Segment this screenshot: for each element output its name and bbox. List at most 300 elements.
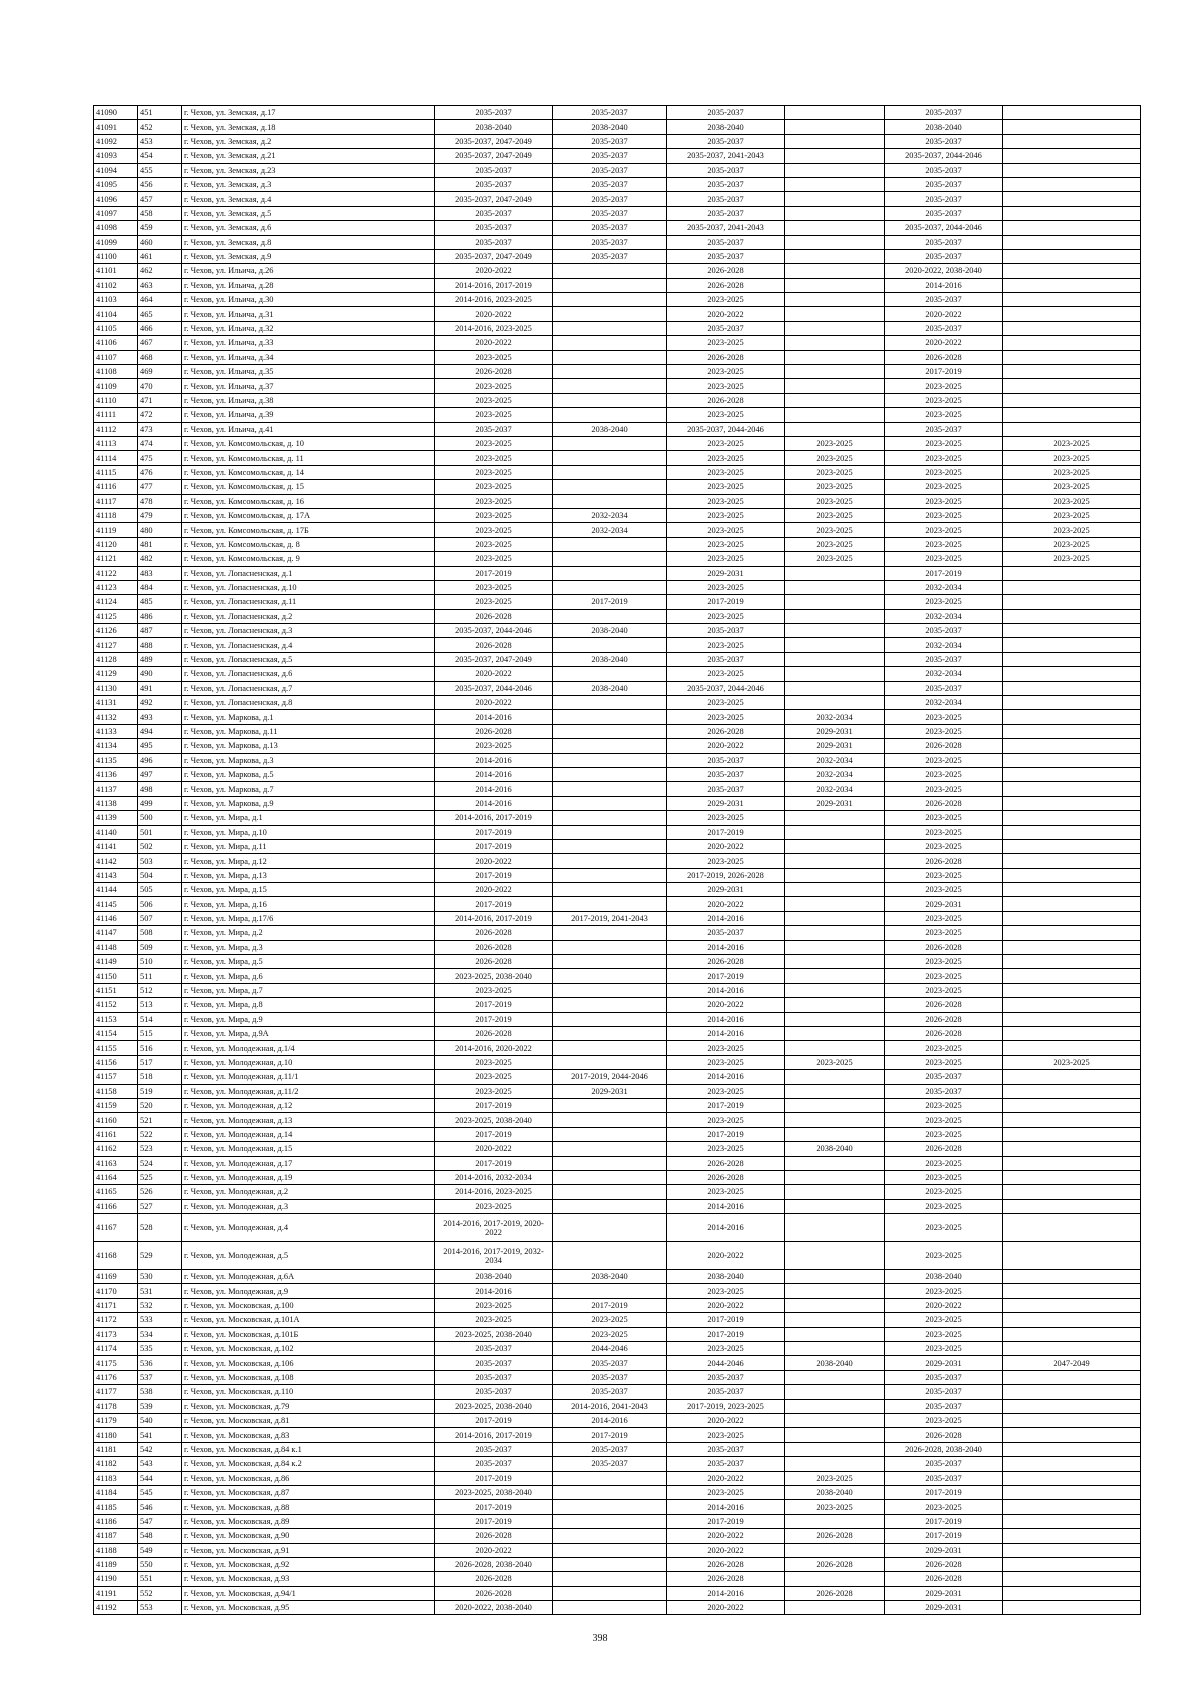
period-cell-1: 2023-2025 bbox=[435, 1313, 553, 1327]
period-cell-3: 2020-2022 bbox=[667, 1601, 785, 1615]
period-cell-2: 2038-2040 bbox=[553, 422, 667, 436]
period-cell-2: 2017-2019, 2041-2043 bbox=[553, 911, 667, 925]
period-cell-3: 2035-2037 bbox=[667, 177, 785, 191]
row-id-cell: 41178 bbox=[94, 1399, 138, 1413]
period-cell-6 bbox=[1003, 1084, 1141, 1098]
period-cell-6 bbox=[1003, 1500, 1141, 1514]
address-cell: г. Чехов, ул. Молодежная, д.19 bbox=[182, 1170, 435, 1184]
period-cell-3: 2029-2031 bbox=[667, 883, 785, 897]
period-cell-4 bbox=[785, 106, 885, 120]
period-cell-6 bbox=[1003, 811, 1141, 825]
row-id-cell: 41098 bbox=[94, 221, 138, 235]
table-row bbox=[94, 508, 1141, 522]
address-cell: г. Чехов, ул. Земская, д.2 bbox=[182, 134, 435, 148]
period-cell-6 bbox=[1003, 249, 1141, 263]
period-cell-4: 2029-2031 bbox=[785, 796, 885, 810]
row-num-cell: 455 bbox=[138, 163, 182, 177]
row-id-cell: 41183 bbox=[94, 1471, 138, 1485]
period-cell-1: 2023-2025 bbox=[435, 379, 553, 393]
period-cell-2: 2035-2037 bbox=[553, 235, 667, 249]
address-cell: г. Чехов, ул. Молодежная, д.6А bbox=[182, 1270, 435, 1284]
row-num-cell: 545 bbox=[138, 1485, 182, 1499]
table-row bbox=[94, 149, 1141, 163]
period-cell-2 bbox=[553, 465, 667, 479]
period-cell-5: 2029-2031 bbox=[885, 1356, 1003, 1370]
period-cell-4: 2038-2040 bbox=[785, 1356, 885, 1370]
period-cell-6 bbox=[1003, 969, 1141, 983]
row-num-cell: 475 bbox=[138, 451, 182, 465]
period-cell-1: 2035-2037 bbox=[435, 1342, 553, 1356]
table-row bbox=[94, 710, 1141, 724]
address-cell: г. Чехов, ул. Московская, д.83 bbox=[182, 1428, 435, 1442]
address-cell: г. Чехов, ул. Мира, д.17/6 bbox=[182, 911, 435, 925]
row-id-cell: 41190 bbox=[94, 1572, 138, 1586]
period-cell-4 bbox=[785, 1399, 885, 1413]
row-num-cell: 458 bbox=[138, 206, 182, 220]
row-id-cell: 41128 bbox=[94, 652, 138, 666]
period-cell-6 bbox=[1003, 1242, 1141, 1270]
period-cell-3: 2023-2025 bbox=[667, 1284, 785, 1298]
row-id-cell: 41106 bbox=[94, 336, 138, 350]
period-cell-4 bbox=[785, 1098, 885, 1112]
row-num-cell: 505 bbox=[138, 883, 182, 897]
period-cell-1: 2026-2028, 2038-2040 bbox=[435, 1557, 553, 1571]
period-cell-3: 2023-2025 bbox=[667, 436, 785, 450]
period-cell-4: 2023-2025 bbox=[785, 480, 885, 494]
row-num-cell: 510 bbox=[138, 955, 182, 969]
row-id-cell: 41185 bbox=[94, 1500, 138, 1514]
period-cell-5: 2026-2028 bbox=[885, 998, 1003, 1012]
period-cell-1: 2023-2025, 2038-2040 bbox=[435, 1399, 553, 1413]
period-cell-6 bbox=[1003, 1385, 1141, 1399]
period-cell-4 bbox=[785, 667, 885, 681]
period-cell-4 bbox=[785, 1012, 885, 1026]
address-cell: г. Чехов, ул. Комсомольская, д. 14 bbox=[182, 465, 435, 479]
period-cell-3: 2017-2019 bbox=[667, 1327, 785, 1341]
period-cell-4 bbox=[785, 249, 885, 263]
period-cell-2: 2038-2040 bbox=[553, 652, 667, 666]
period-cell-6 bbox=[1003, 1586, 1141, 1600]
period-cell-2 bbox=[553, 1055, 667, 1069]
period-cell-5: 2035-2037 bbox=[885, 681, 1003, 695]
table-row bbox=[94, 1457, 1141, 1471]
period-cell-1: 2026-2028 bbox=[435, 1027, 553, 1041]
address-cell: г. Чехов, ул. Маркова, д.9 bbox=[182, 796, 435, 810]
period-cell-4 bbox=[785, 1428, 885, 1442]
period-cell-3: 2023-2025 bbox=[667, 552, 785, 566]
table-row bbox=[94, 624, 1141, 638]
period-cell-6 bbox=[1003, 1442, 1141, 1456]
period-cell-2: 2023-2025 bbox=[553, 1313, 667, 1327]
period-cell-1: 2017-2019 bbox=[435, 1413, 553, 1427]
row-id-cell: 41171 bbox=[94, 1298, 138, 1312]
period-cell-4: 2026-2028 bbox=[785, 1529, 885, 1543]
address-cell: г. Чехов, ул. Комсомольская, д. 17Б bbox=[182, 523, 435, 537]
period-cell-1: 2017-2019 bbox=[435, 998, 553, 1012]
table-row bbox=[94, 1500, 1141, 1514]
period-cell-2 bbox=[553, 566, 667, 580]
period-cell-6: 2023-2025 bbox=[1003, 523, 1141, 537]
period-cell-6 bbox=[1003, 1543, 1141, 1557]
row-id-cell: 41174 bbox=[94, 1342, 138, 1356]
period-cell-1: 2014-2016, 2017-2019, 2032-2034 bbox=[435, 1242, 553, 1270]
table-row bbox=[94, 1342, 1141, 1356]
period-cell-3: 2029-2031 bbox=[667, 566, 785, 580]
table-row bbox=[94, 307, 1141, 321]
period-cell-2: 2014-2016 bbox=[553, 1413, 667, 1427]
table-row bbox=[94, 1313, 1141, 1327]
address-cell: г. Чехов, ул. Маркова, д.13 bbox=[182, 739, 435, 753]
period-cell-4 bbox=[785, 595, 885, 609]
table-row bbox=[94, 321, 1141, 335]
period-cell-4 bbox=[785, 1284, 885, 1298]
period-cell-3: 2035-2037 bbox=[667, 321, 785, 335]
period-cell-5: 2023-2025 bbox=[885, 1413, 1003, 1427]
row-num-cell: 533 bbox=[138, 1313, 182, 1327]
row-id-cell: 41175 bbox=[94, 1356, 138, 1370]
address-cell: г. Чехов, ул. Мира, д.13 bbox=[182, 868, 435, 882]
row-num-cell: 528 bbox=[138, 1214, 182, 1242]
period-cell-2: 2014-2016, 2041-2043 bbox=[553, 1399, 667, 1413]
period-cell-6 bbox=[1003, 1113, 1141, 1127]
period-cell-2: 2035-2037 bbox=[553, 221, 667, 235]
period-cell-4 bbox=[785, 336, 885, 350]
period-cell-6 bbox=[1003, 307, 1141, 321]
period-cell-4 bbox=[785, 839, 885, 853]
address-cell: г. Чехов, ул. Мира, д.16 bbox=[182, 897, 435, 911]
period-cell-4 bbox=[785, 696, 885, 710]
row-id-cell: 41157 bbox=[94, 1070, 138, 1084]
period-cell-4 bbox=[785, 408, 885, 422]
address-cell: г. Чехов, ул. Ильича, д.31 bbox=[182, 307, 435, 321]
period-cell-1: 2035-2037 bbox=[435, 1370, 553, 1384]
period-cell-5: 2035-2037 bbox=[885, 134, 1003, 148]
table-row bbox=[94, 854, 1141, 868]
row-num-cell: 540 bbox=[138, 1413, 182, 1427]
table-row bbox=[94, 667, 1141, 681]
period-cell-3: 2035-2037 bbox=[667, 926, 785, 940]
period-cell-3: 2017-2019, 2026-2028 bbox=[667, 868, 785, 882]
row-id-cell: 41103 bbox=[94, 293, 138, 307]
period-cell-6 bbox=[1003, 681, 1141, 695]
period-cell-1: 2020-2022 bbox=[435, 264, 553, 278]
period-cell-1: 2035-2037, 2047-2049 bbox=[435, 192, 553, 206]
row-num-cell: 457 bbox=[138, 192, 182, 206]
period-cell-1: 2014-2016 bbox=[435, 710, 553, 724]
period-cell-5: 2023-2025 bbox=[885, 451, 1003, 465]
row-num-cell: 499 bbox=[138, 796, 182, 810]
table-row bbox=[94, 1270, 1141, 1284]
row-id-cell: 41140 bbox=[94, 825, 138, 839]
table-row bbox=[94, 393, 1141, 407]
table-row bbox=[94, 436, 1141, 450]
address-cell: г. Чехов, ул. Земская, д.21 bbox=[182, 149, 435, 163]
period-cell-1: 2023-2025 bbox=[435, 1199, 553, 1213]
period-cell-6 bbox=[1003, 638, 1141, 652]
row-id-cell: 41127 bbox=[94, 638, 138, 652]
period-cell-3: 2023-2025 bbox=[667, 537, 785, 551]
table-row bbox=[94, 926, 1141, 940]
period-cell-2 bbox=[553, 926, 667, 940]
address-cell: г. Чехов, ул. Комсомольская, д. 17А bbox=[182, 508, 435, 522]
table-row bbox=[94, 1098, 1141, 1112]
period-cell-1: 2035-2037 bbox=[435, 235, 553, 249]
row-num-cell: 525 bbox=[138, 1170, 182, 1184]
period-cell-5: 2023-2025 bbox=[885, 379, 1003, 393]
table-row bbox=[94, 1601, 1141, 1615]
period-cell-4 bbox=[785, 1041, 885, 1055]
period-cell-4 bbox=[785, 422, 885, 436]
table-row bbox=[94, 696, 1141, 710]
period-cell-2 bbox=[553, 580, 667, 594]
row-num-cell: 551 bbox=[138, 1572, 182, 1586]
period-cell-2 bbox=[553, 408, 667, 422]
address-cell: г. Чехов, ул. Ильича, д.35 bbox=[182, 365, 435, 379]
period-cell-5: 2035-2037 bbox=[885, 206, 1003, 220]
table-row bbox=[94, 1156, 1141, 1170]
period-cell-3: 2035-2037 bbox=[667, 782, 785, 796]
period-cell-5: 2023-2025 bbox=[885, 1041, 1003, 1055]
period-cell-4: 2029-2031 bbox=[785, 739, 885, 753]
period-cell-6 bbox=[1003, 983, 1141, 997]
period-cell-1: 2023-2025 bbox=[435, 408, 553, 422]
row-num-cell: 538 bbox=[138, 1385, 182, 1399]
table-row bbox=[94, 868, 1141, 882]
row-id-cell: 41141 bbox=[94, 839, 138, 853]
period-cell-3: 2026-2028 bbox=[667, 1572, 785, 1586]
period-cell-5: 2017-2019 bbox=[885, 365, 1003, 379]
row-id-cell: 41154 bbox=[94, 1027, 138, 1041]
period-cell-3: 2035-2037 bbox=[667, 624, 785, 638]
period-cell-6 bbox=[1003, 1370, 1141, 1384]
row-num-cell: 547 bbox=[138, 1514, 182, 1528]
period-cell-4 bbox=[785, 1543, 885, 1557]
address-cell: г. Чехов, ул. Молодежная, д.5 bbox=[182, 1242, 435, 1270]
period-cell-5: 2023-2025 bbox=[885, 1055, 1003, 1069]
period-cell-4 bbox=[785, 681, 885, 695]
period-cell-5: 2026-2028 bbox=[885, 1572, 1003, 1586]
period-cell-4 bbox=[785, 264, 885, 278]
row-id-cell: 41092 bbox=[94, 134, 138, 148]
table-row bbox=[94, 796, 1141, 810]
period-cell-1: 2023-2025 bbox=[435, 393, 553, 407]
row-num-cell: 529 bbox=[138, 1242, 182, 1270]
period-cell-4 bbox=[785, 293, 885, 307]
address-cell: г. Чехов, ул. Лопасненская, д.5 bbox=[182, 652, 435, 666]
period-cell-4 bbox=[785, 609, 885, 623]
row-num-cell: 479 bbox=[138, 508, 182, 522]
row-id-cell: 41146 bbox=[94, 911, 138, 925]
period-cell-6 bbox=[1003, 278, 1141, 292]
period-cell-2 bbox=[553, 638, 667, 652]
address-cell: г. Чехов, ул. Комсомольская, д. 16 bbox=[182, 494, 435, 508]
row-num-cell: 521 bbox=[138, 1113, 182, 1127]
address-cell: г. Чехов, ул. Маркова, д.7 bbox=[182, 782, 435, 796]
period-cell-2 bbox=[553, 1170, 667, 1184]
table-row bbox=[94, 998, 1141, 1012]
row-id-cell: 41102 bbox=[94, 278, 138, 292]
period-cell-3: 2017-2019 bbox=[667, 1127, 785, 1141]
period-cell-6 bbox=[1003, 1601, 1141, 1615]
period-cell-3: 2035-2037 bbox=[667, 767, 785, 781]
period-cell-3: 2017-2019 bbox=[667, 1313, 785, 1327]
period-cell-5: 2029-2031 bbox=[885, 1586, 1003, 1600]
period-cell-5: 2038-2040 bbox=[885, 1270, 1003, 1284]
period-cell-5: 2020-2022 bbox=[885, 1298, 1003, 1312]
period-cell-6 bbox=[1003, 652, 1141, 666]
period-cell-4 bbox=[785, 1442, 885, 1456]
period-cell-1: 2035-2037 bbox=[435, 221, 553, 235]
period-cell-4: 2026-2028 bbox=[785, 1586, 885, 1600]
period-cell-4: 2038-2040 bbox=[785, 1142, 885, 1156]
period-cell-2 bbox=[553, 264, 667, 278]
period-cell-4 bbox=[785, 1027, 885, 1041]
period-cell-6 bbox=[1003, 940, 1141, 954]
address-cell: г. Чехов, ул. Мира, д.10 bbox=[182, 825, 435, 839]
period-cell-1: 2014-2016, 2020-2022 bbox=[435, 1041, 553, 1055]
period-cell-5: 2023-2025 bbox=[885, 595, 1003, 609]
row-num-cell: 512 bbox=[138, 983, 182, 997]
address-cell: г. Чехов, ул. Молодежная, д.1/4 bbox=[182, 1041, 435, 1055]
table-row bbox=[94, 1543, 1141, 1557]
table-row bbox=[94, 1012, 1141, 1026]
row-id-cell: 41168 bbox=[94, 1242, 138, 1270]
period-cell-1: 2023-2025 bbox=[435, 739, 553, 753]
period-cell-4 bbox=[785, 1113, 885, 1127]
address-cell: г. Чехов, ул. Мира, д.3 bbox=[182, 940, 435, 954]
period-cell-3: 2020-2022 bbox=[667, 1529, 785, 1543]
period-cell-6 bbox=[1003, 192, 1141, 206]
period-cell-1: 2017-2019 bbox=[435, 1127, 553, 1141]
period-cell-4 bbox=[785, 1185, 885, 1199]
period-cell-5: 2023-2025 bbox=[885, 1098, 1003, 1112]
row-id-cell: 41144 bbox=[94, 883, 138, 897]
period-cell-1: 2017-2019 bbox=[435, 868, 553, 882]
row-num-cell: 502 bbox=[138, 839, 182, 853]
row-id-cell: 41143 bbox=[94, 868, 138, 882]
address-cell: г. Чехов, ул. Лопасненская, д.1 bbox=[182, 566, 435, 580]
table-row bbox=[94, 652, 1141, 666]
period-cell-3: 2023-2025 bbox=[667, 696, 785, 710]
period-cell-1: 2023-2025 bbox=[435, 494, 553, 508]
period-cell-1: 2035-2037 bbox=[435, 106, 553, 120]
period-cell-6 bbox=[1003, 1327, 1141, 1341]
period-cell-5: 2035-2037 bbox=[885, 192, 1003, 206]
table-row bbox=[94, 1041, 1141, 1055]
period-cell-4 bbox=[785, 1199, 885, 1213]
period-cell-1: 2020-2022 bbox=[435, 696, 553, 710]
period-cell-4 bbox=[785, 1170, 885, 1184]
row-id-cell: 41169 bbox=[94, 1270, 138, 1284]
period-cell-3: 2020-2022 bbox=[667, 897, 785, 911]
table-row bbox=[94, 1385, 1141, 1399]
period-cell-2 bbox=[553, 753, 667, 767]
period-cell-4 bbox=[785, 955, 885, 969]
address-cell: г. Чехов, ул. Молодежная, д.17 bbox=[182, 1156, 435, 1170]
address-cell: г. Чехов, ул. Московская, д.84 к.2 bbox=[182, 1457, 435, 1471]
period-cell-3: 2020-2022 bbox=[667, 998, 785, 1012]
period-cell-4: 2023-2025 bbox=[785, 1055, 885, 1069]
period-cell-6 bbox=[1003, 739, 1141, 753]
period-cell-6 bbox=[1003, 1041, 1141, 1055]
table-row bbox=[94, 1214, 1141, 1242]
address-cell: г. Чехов, ул. Московская, д.92 bbox=[182, 1557, 435, 1571]
period-cell-1: 2017-2019 bbox=[435, 1012, 553, 1026]
period-cell-6 bbox=[1003, 350, 1141, 364]
row-id-cell: 41150 bbox=[94, 969, 138, 983]
period-cell-2: 2035-2037 bbox=[553, 106, 667, 120]
period-cell-1: 2023-2025 bbox=[435, 465, 553, 479]
period-cell-2 bbox=[553, 1012, 667, 1026]
table-row bbox=[94, 811, 1141, 825]
row-id-cell: 41117 bbox=[94, 494, 138, 508]
period-cell-3: 2035-2037 bbox=[667, 753, 785, 767]
period-cell-4 bbox=[785, 307, 885, 321]
row-num-cell: 532 bbox=[138, 1298, 182, 1312]
address-cell: г. Чехов, ул. Комсомольская, д. 15 bbox=[182, 480, 435, 494]
period-cell-1: 2023-2025 bbox=[435, 350, 553, 364]
period-cell-3: 2035-2037, 2041-2043 bbox=[667, 221, 785, 235]
period-cell-3: 2014-2016 bbox=[667, 1586, 785, 1600]
period-cell-2 bbox=[553, 839, 667, 853]
period-cell-6 bbox=[1003, 422, 1141, 436]
table-row bbox=[94, 1514, 1141, 1528]
period-cell-3: 2023-2025 bbox=[667, 854, 785, 868]
period-cell-2 bbox=[553, 710, 667, 724]
period-cell-2 bbox=[553, 983, 667, 997]
period-cell-1: 2020-2022 bbox=[435, 854, 553, 868]
period-cell-6 bbox=[1003, 235, 1141, 249]
period-cell-2 bbox=[553, 1557, 667, 1571]
row-num-cell: 495 bbox=[138, 739, 182, 753]
row-num-cell: 497 bbox=[138, 767, 182, 781]
period-cell-3: 2020-2022 bbox=[667, 307, 785, 321]
address-cell: г. Чехов, ул. Московская, д.84 к.1 bbox=[182, 1442, 435, 1456]
table-row bbox=[94, 451, 1141, 465]
period-cell-3: 2026-2028 bbox=[667, 724, 785, 738]
address-cell: г. Чехов, ул. Московская, д.108 bbox=[182, 1370, 435, 1384]
period-cell-3: 2023-2025 bbox=[667, 336, 785, 350]
row-num-cell: 535 bbox=[138, 1342, 182, 1356]
period-cell-2 bbox=[553, 1098, 667, 1112]
period-cell-6 bbox=[1003, 206, 1141, 220]
row-num-cell: 460 bbox=[138, 235, 182, 249]
row-num-cell: 524 bbox=[138, 1156, 182, 1170]
period-cell-1: 2020-2022, 2038-2040 bbox=[435, 1601, 553, 1615]
period-cell-1: 2035-2037 bbox=[435, 1356, 553, 1370]
period-cell-6 bbox=[1003, 1399, 1141, 1413]
period-cell-2 bbox=[553, 1500, 667, 1514]
period-cell-1: 2020-2022 bbox=[435, 1543, 553, 1557]
row-id-cell: 41099 bbox=[94, 235, 138, 249]
address-cell: г. Чехов, ул. Мира, д.9 bbox=[182, 1012, 435, 1026]
period-cell-2 bbox=[553, 955, 667, 969]
period-cell-3: 2044-2046 bbox=[667, 1356, 785, 1370]
address-cell: г. Чехов, ул. Комсомольская, д. 9 bbox=[182, 552, 435, 566]
period-cell-1: 2023-2025 bbox=[435, 436, 553, 450]
period-cell-1: 2023-2025 bbox=[435, 508, 553, 522]
row-num-cell: 464 bbox=[138, 293, 182, 307]
period-cell-4 bbox=[785, 1457, 885, 1471]
row-id-cell: 41159 bbox=[94, 1098, 138, 1112]
period-cell-4 bbox=[785, 1313, 885, 1327]
period-cell-2: 2035-2037 bbox=[553, 134, 667, 148]
table-row bbox=[94, 1572, 1141, 1586]
period-cell-5: 2035-2037 bbox=[885, 1471, 1003, 1485]
period-cell-3: 2017-2019 bbox=[667, 595, 785, 609]
period-cell-6 bbox=[1003, 796, 1141, 810]
row-id-cell: 41156 bbox=[94, 1055, 138, 1069]
